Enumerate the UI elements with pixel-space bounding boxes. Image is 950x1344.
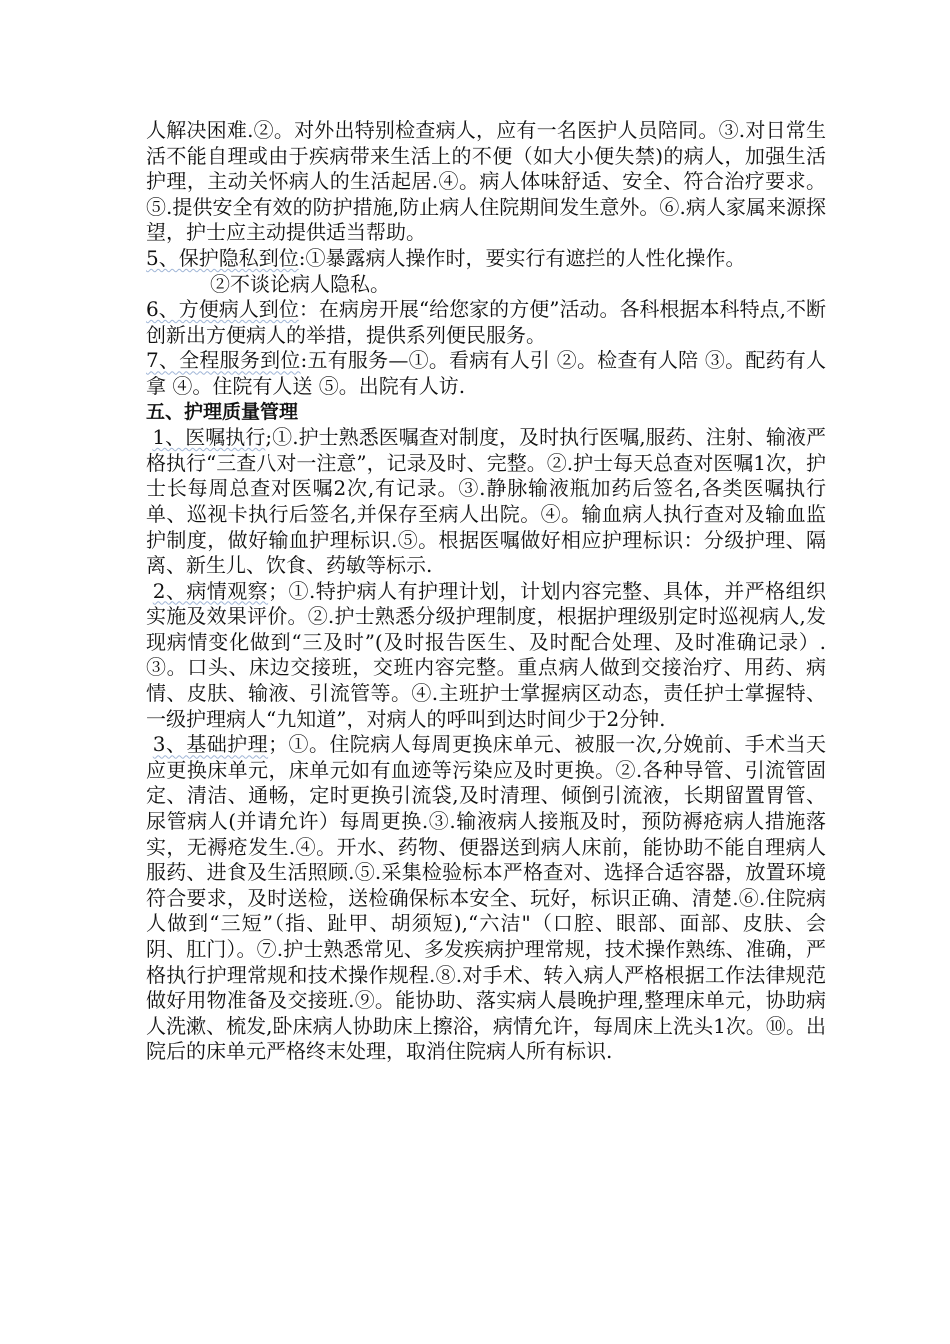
convenience-text: ：在病房开展“给您家的方便”活动。各科根据本科特点,不断创新出方便病人的举措，提供系列便民服务。 (146, 297, 826, 347)
paragraph-convenience (146, 297, 826, 348)
convenience-label: 6、方便病人到位 (146, 297, 299, 322)
privacy-label: 5、保护隐私到位 (146, 245, 299, 270)
observation-text: ；①.特护病人有护理计划，计划内容完整、具体，并严格组织实施及效果评价。②.护士熟悉分级护理制度，根据护理级别定时巡视病人,发现病情变化做到“三及时”(及时报告医生、及时配合处理、及时准确记录）.③。口头、床边交接班，交班内容完整。重点病人做到交接治疗、用药、病情、皮肤、输液、引流管等。④.主班护士掌握病区动态，责任护士掌握特、一级护理病人“九知道”，对病人的呼叫到达时间少于2分钟. (146, 578, 827, 731)
full-service-text: :五有服务—①。看病有人引 ②。检查有人陪 ③。配药有人拿 ④。住院有人送 ⑤。出院有人访. (146, 348, 826, 398)
paragraph-full-service (146, 348, 826, 399)
orders-label: 1、医嘱执行 (152, 425, 266, 450)
orders-text: ;①.护士熟悉医嘱查对制度，及时执行医嘱,服药、注射、输液严格执行“三查八对一注意”，记录及时、完整。②.护士每天总查对医嘱1次，护士长每周总查对医嘱2次,有记录。③.静脉输液瓶加药后签名,各类医嘱执行单、巡视卡执行后签名,并保存至病人出院。④。输血病人执行查对及输血监护制度，做好输血护理标识.⑤。根据医嘱做好相应护理标识：分级护理、隔离、新生儿、饮食、药敏等标示. (146, 425, 826, 578)
full-service-label: 7、全程服务到位 (146, 348, 301, 373)
paragraph-observation (146, 579, 826, 733)
observation-label: 2、病情观察 (152, 578, 269, 603)
section-heading-quality: 五、护理质量管理 (146, 400, 299, 423)
basic-care-text: ；①。住院病人每周更换床单元、被服一次,分娩前、手术当天应更换床单元，床单元如有血迹等污染应及时更换。②.各种导管、引流管固定、清洁、通畅，定时更换引流袋,及时清理、倾倒引流液，长期留置胃管、尿管病人(并请允许）每周更换.③.输液病人接瓶及时，预防褥疮病人措施落实，无褥疮发生.④。开水、药物、便器送到病人床前，能协助不能自理病人服药、进食及生活照顾.⑤.采集检验标本严格查对、选择合适容器，放置环境符合要求，及时送检，送检确保标本安全、玩好，标识正确、清楚.⑥.住院病人做到“三短”（指、趾甲、胡须短),“六洁"（口腔、眼部、面部、皮肤、会阴、肛门）。⑦.护士熟悉常见、多发疾病护理常规，技术操作熟练、准确，严格执行护理常规和技术操作规程.⑧.对手术、转入病人严格根据工作法律规范做好用物准备及交接班.⑨。能协助、落实病人晨晚护理,整理床单元，协助病人洗漱、梳发,卧床病人协助床上擦浴，病情允许，每周床上洗头1次。⑩。出院后的床单元严格终末处理，取消住院病人所有标识. (146, 732, 827, 1064)
paragraph-basic-care (146, 732, 826, 1065)
privacy-text: :①暴露病人操作时，要实行有遮拦的人性化操作。 (298, 245, 746, 270)
paragraph-orders (146, 425, 826, 579)
basic-care-label: 3、基础护理 (152, 732, 269, 757)
paragraph-patient-care: 人解决困难.②。对外出特别检查病人，应有一名医护人员陪同。③.对日常生活不能自理或由于疾病带来生活上的不便（如大小便失禁)的病人，加强生活护理，主动关怀病人的生活起居.④。病人体味舒适、安全、符合治疗要求。⑤.提供安全有效的防护措施,防止病人住院期间发生意外。⑥.病人家属来源探望，护士应主动提供适当帮助。 (146, 118, 826, 245)
paragraph-privacy-cont: ②不谈论病人隐私。 (210, 271, 390, 296)
paragraph-privacy (146, 246, 826, 272)
document-page (146, 118, 826, 1065)
